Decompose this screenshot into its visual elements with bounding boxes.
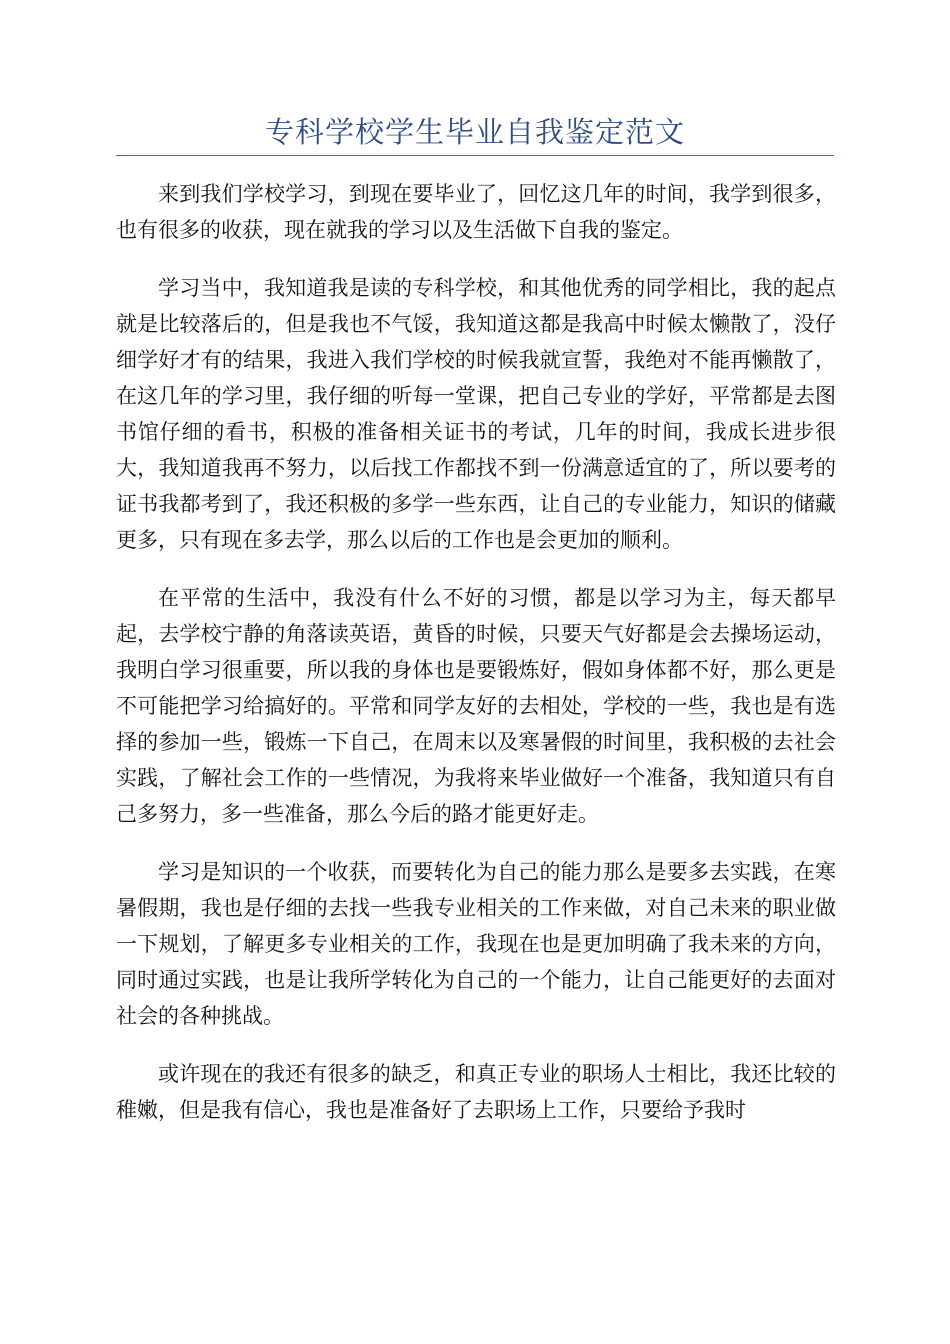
paragraph-3: 在平常的生活中，我没有什么不好的习惯，都是以学习为主，每天都早起，去学校宁静的角落读英语，黄昏的时候，只要天气好都是会去操场运动，我明白学习很重要，所以我的身体也是要锻炼好，假如身体都不好，那么更是不可能把学习给搞好的。平常和同学友好的去相处，学校的一些，我也是有选择的参加一些，锻炼一下自己，在周末以及寒暑假的时间里，我积极的去社会实践，了解社会工作的一些情况，为我将来毕业做好一个准备，我知道只有自己多努力，多一些准备，那么今后的路才能更好走。 [116, 586, 836, 826]
title-underline [116, 155, 834, 156]
document-body [116, 176, 836, 1150]
paragraph-5: 或许现在的我还有很多的缺乏，和真正专业的职场人士相比，我还比较的稚嫩，但是我有信心，我也是准备好了去职场上工作，只要给予我时 [116, 1062, 836, 1122]
page-title: 专科学校学生毕业自我鉴定范文 [264, 115, 685, 149]
paragraph-4: 学习是知识的一个收获，而要转化为自己的能力那么是要多去实践，在寒暑假期，我也是仔细的去找一些我专业相关的工作来做，对自己未来的职业做一下规划，了解更多专业相关的工作，我现在也是更加明确了我未来的方向，同时通过实践，也是让我所学转化为自己的一个能力，让自己能更好的去面对社会的各种挑战。 [116, 860, 836, 1028]
paragraph-1: 来到我们学校学习，到现在要毕业了，回忆这几年的时间，我学到很多，也有很多的收获，现在就我的学习以及生活做下自我的鉴定。 [116, 182, 836, 242]
paragraph-2: 学习当中，我知道我是读的专科学校，和其他优秀的同学相比，我的起点就是比较落后的，但是我也不气馁，我知道这都是我高中时候太懒散了，没仔细学好才有的结果，我进入我们学校的时候我就宣誓，我绝对不能再懒散了，在这几年的学习里，我仔细的听每一堂课，把自己专业的学好，平常都是去图书馆仔细的看书，积极的准备相关证书的考试，几年的时间，我成长进步很大，我知道我再不努力，以后找工作都找不到一份满意适宜的了，所以要考的证书我都考到了，我还积极的多学一些东西，让自己的专业能力，知识的储藏更多，只有现在多去学，那么以后的工作也是会更加的顺利。 [116, 276, 836, 552]
